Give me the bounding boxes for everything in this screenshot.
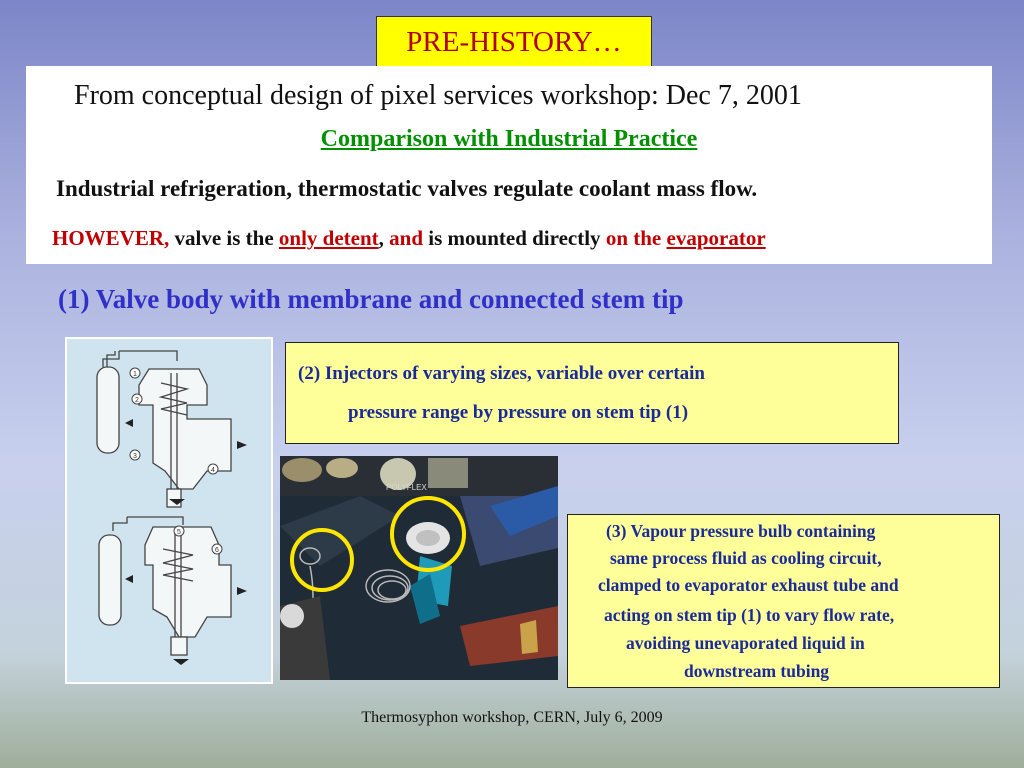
vapour-line-1: (3) Vapour pressure bulb containing: [606, 521, 876, 541]
injectors-note: [285, 342, 899, 444]
industrial-statement: Industrial refrigeration, thermostatic valves regulate coolant mass flow.: [56, 176, 758, 201]
valve-photo-drawing: [280, 456, 558, 680]
however-comma: ,: [378, 226, 384, 250]
on-the-text: on the: [605, 226, 667, 250]
valve-body-heading: (1) Valve body with membrane and connected stem tip: [58, 284, 684, 314]
vapour-line-3: clamped to evaporator exhaust tube and: [598, 575, 899, 595]
workshop-reference: From conceptual design of pixel services workshop: Dec 7, 2001: [74, 80, 802, 111]
however-word: HOWEVER,: [52, 226, 170, 250]
vapour-bulb-note: [567, 514, 1000, 688]
footer: Thermosyphon workshop, CERN, July 6, 2009: [361, 709, 663, 726]
slide-title: PRE-HISTORY…: [376, 16, 652, 68]
vapour-line-4: acting on stem tip (1) to vary flow rate,: [604, 605, 895, 625]
valve-photo: [280, 456, 558, 680]
vapour-line-5: avoiding unevaporated liquid in: [626, 633, 865, 653]
and-word: and: [383, 226, 429, 250]
valve-diagram-drawing: [67, 339, 271, 682]
quote-panel: [26, 66, 992, 264]
diagram-callout-label: 6: [215, 547, 219, 554]
however-text-2: is mounted directly: [428, 226, 606, 250]
polyflex-label: POLYFLEX: [386, 483, 427, 492]
however-text-1: valve is the: [169, 226, 279, 250]
valve-diagram: [65, 337, 273, 684]
diagram-callout-label: 5: [177, 529, 181, 536]
injectors-line-2: pressure range by pressure on stem tip (1): [348, 402, 689, 423]
injectors-line-1: (2) Injectors of varying sizes, variable over certain: [298, 363, 705, 384]
diagram-callout-label: 4: [211, 467, 215, 474]
diagram-callout-label: 1: [133, 371, 137, 378]
only-detent-text: only detent: [278, 226, 379, 250]
comparison-heading: Comparison with Industrial Practice: [320, 126, 698, 152]
vapour-line-2: same process fluid as cooling circuit,: [610, 548, 882, 568]
vapour-line-6: downstream tubing: [684, 661, 830, 681]
evaporator-text: evaporator: [666, 226, 766, 250]
diagram-callout-label: 3: [133, 453, 137, 460]
diagram-callout-label: 2: [135, 397, 139, 404]
however-statement: [52, 226, 766, 251]
